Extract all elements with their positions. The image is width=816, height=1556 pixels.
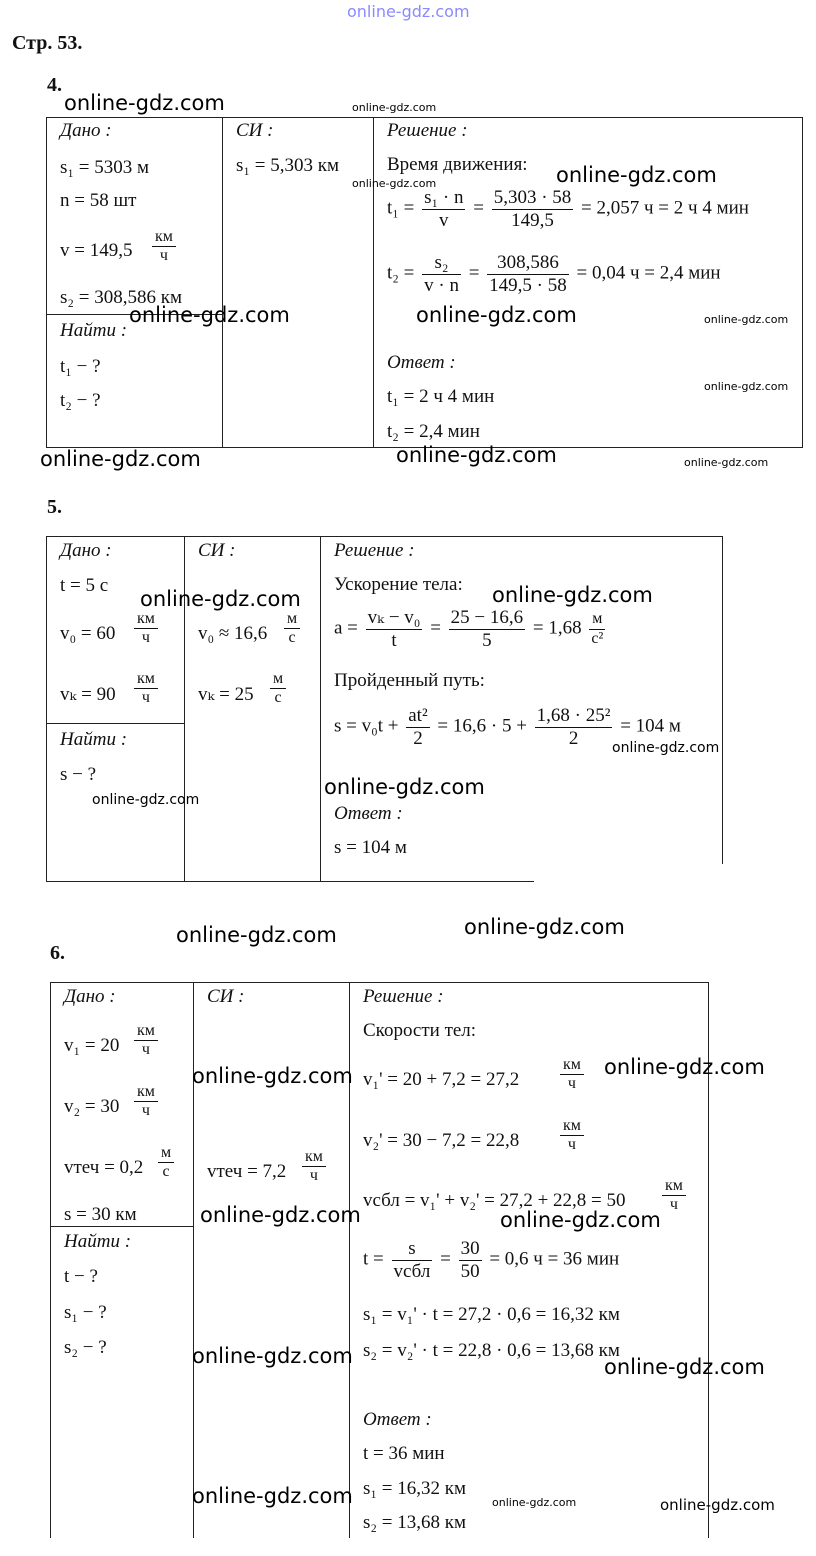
answer-line: t₂ = 2,4 мин	[387, 421, 480, 442]
unit-numerator: км	[134, 1083, 158, 1102]
frac-den: 50	[460, 1260, 480, 1282]
unit-numerator: км	[662, 1177, 686, 1196]
answer-title: Ответ :	[363, 1409, 432, 1430]
watermark: online-gdz.com	[500, 1208, 661, 1232]
frac-den: t	[391, 629, 397, 651]
watermark: online-gdz.com	[556, 163, 717, 187]
answer-line: t = 36 мин	[363, 1443, 445, 1464]
watermark: online-gdz.com	[40, 447, 201, 471]
unit-numerator: км	[560, 1117, 584, 1136]
table-border-top	[46, 117, 803, 118]
speed-line: vсбл = v₁' + v₂' = 27,2 + 22,8 = 50	[363, 1190, 626, 1211]
given-line: s = 30 км	[64, 1204, 137, 1225]
table-border-bottom	[46, 881, 534, 882]
table-border-left	[46, 536, 47, 882]
watermark-top: online-gdz.com	[347, 2, 470, 21]
solution-intro: Ускорение тела:	[334, 574, 463, 595]
answer-line: s₂ = 13,68 км	[363, 1512, 466, 1533]
unit-fraction	[134, 610, 158, 647]
unit-numerator: м	[270, 670, 286, 689]
distance-line: s₁ = v₁' · t = 27,2 · 0,6 = 16,32 км	[363, 1304, 620, 1325]
frac-num: at²	[408, 705, 428, 726]
eq-lhs: t₁ =	[387, 197, 415, 219]
eq-rhs: = 1,68	[532, 617, 582, 639]
unit-denominator: ч	[141, 629, 150, 646]
watermark: online-gdz.com	[704, 380, 789, 393]
unit-fraction	[284, 610, 300, 647]
given-line: vтеч = 0,2	[64, 1157, 144, 1178]
table-border-left	[50, 982, 51, 1538]
watermark: online-gdz.com	[684, 456, 769, 469]
unit-fraction	[662, 1177, 686, 1214]
equation-t1: t₁ = $\frac{\text{s₁ · n}}{v}$ = $\frac{5,303 \cdot 58}{149,5}$ = 2,057 ч = 2 ч 4 мин	[387, 187, 749, 231]
si-line: vₖ = 25	[198, 684, 254, 705]
solution-intro: Скорости тел:	[363, 1020, 477, 1041]
unit-denominator: с	[162, 1163, 170, 1180]
unit-denominator: ч	[141, 689, 150, 706]
solution-intro: Пройденный путь:	[334, 670, 485, 691]
answer-line: t₁ = 2 ч 4 мин	[387, 386, 495, 407]
unit-numerator: км	[134, 670, 158, 689]
speed-line: v₂' = 30 − 7,2 = 22,8	[363, 1130, 520, 1151]
frac-num: 25 − 16,6	[450, 607, 524, 628]
unit-denominator: ч	[669, 1196, 678, 1213]
watermark: online-gdz.com	[660, 1496, 775, 1514]
given-line: n = 58 шт	[60, 190, 137, 211]
problem-number: 4.	[47, 74, 62, 96]
frac-den: с²	[591, 629, 604, 647]
eq-lhs: a =	[334, 617, 358, 639]
watermark: online-gdz.com	[192, 1484, 353, 1508]
frac-num: 308,586	[487, 252, 569, 275]
unit-denominator: с	[288, 629, 296, 646]
answer-line: s = 104 м	[334, 837, 407, 858]
frac-den: 5	[482, 629, 492, 651]
problem-number: 5.	[47, 496, 62, 518]
frac-num: 5,303 · 58	[493, 187, 572, 208]
watermark: online-gdz.com	[492, 1496, 577, 1509]
given-line: vₖ = 90	[60, 684, 116, 705]
watermark: online-gdz.com	[612, 740, 720, 756]
frac-num: vₖ − v₀	[367, 607, 421, 628]
equation-t2: t₂ = $\frac{\text{s₂}}{v \cdot n}$ = $\frac{308,586}{149,5 \cdot 58}$ = 0,04 ч = 2,4 мин	[387, 252, 721, 296]
answer-line: s₁ = 16,32 км	[363, 1478, 466, 1499]
table-divider	[373, 117, 374, 448]
watermark: online-gdz.com	[416, 303, 577, 327]
watermark: online-gdz.com	[492, 583, 653, 607]
unit-denominator: ч	[309, 1167, 318, 1184]
frac-den: 2	[413, 727, 423, 749]
given-line: v₁ = 20	[64, 1035, 120, 1056]
watermark: online-gdz.com	[704, 313, 789, 326]
watermark: online-gdz.com	[464, 915, 625, 939]
table-border-left	[46, 117, 47, 448]
problem-number: 6.	[50, 942, 65, 964]
given-title: Дано :	[60, 120, 112, 141]
eq-mid: = 16,6 · 5 +	[437, 715, 527, 737]
si-title: СИ :	[236, 120, 274, 141]
watermark: online-gdz.com	[324, 775, 485, 799]
find-title: Найти :	[60, 729, 128, 750]
unit-numerator: м	[284, 610, 300, 629]
table-divider	[50, 1226, 194, 1227]
frac-den: 149,5	[511, 209, 554, 231]
watermark: online-gdz.com	[92, 792, 200, 808]
table-divider	[222, 117, 223, 448]
given-line: t = 5 с	[60, 575, 109, 596]
eq-rhs: = 0,6 ч = 36 мин	[489, 1248, 620, 1270]
watermark: online-gdz.com	[176, 923, 337, 947]
given-line: v₀ = 60	[60, 623, 116, 644]
find-line: t₂ − ?	[60, 390, 101, 411]
watermark: online-gdz.com	[352, 177, 437, 190]
eq-rhs: = 2,057 ч = 2 ч 4 мин	[581, 197, 749, 219]
frac-den: v · n	[424, 274, 459, 296]
given-line: s₁ = 5303 м	[60, 157, 150, 178]
unit-fraction	[270, 670, 286, 707]
eq-lhs: s = v₀t +	[334, 715, 399, 737]
unit-denominator: ч	[159, 247, 168, 264]
answer-title: Ответ :	[334, 803, 403, 824]
unit-numerator: м	[158, 1144, 174, 1163]
frac-den: 2	[568, 727, 579, 749]
unit-denominator: ч	[567, 1136, 576, 1153]
watermark: online-gdz.com	[352, 101, 437, 114]
frac-num: s₁ · n	[424, 187, 464, 208]
find-title: Найти :	[64, 1231, 132, 1252]
frac-den: vсбл	[393, 1260, 431, 1282]
watermark: online-gdz.com	[604, 1055, 765, 1079]
unit-fraction	[560, 1056, 584, 1093]
speed-line: v₁' = 20 + 7,2 = 27,2	[363, 1069, 520, 1090]
frac-num: 30	[460, 1238, 480, 1259]
unit-numerator: км	[134, 610, 158, 629]
unit-fraction	[302, 1148, 326, 1185]
solution-title: Решение :	[387, 120, 468, 141]
frac-num: 1,68 · 25²	[536, 705, 611, 726]
watermark: online-gdz.com	[140, 587, 301, 611]
unit-fraction	[134, 670, 158, 707]
frac-num: s₂	[422, 252, 461, 275]
watermark: online-gdz.com	[604, 1355, 765, 1379]
table-divider	[320, 536, 321, 882]
unit-fraction	[560, 1117, 584, 1154]
watermark: online-gdz.com	[64, 91, 225, 115]
watermark: online-gdz.com	[192, 1064, 353, 1088]
solution-intro: Время движения:	[387, 154, 528, 175]
unit-numerator: км	[302, 1148, 326, 1167]
frac-num: s	[392, 1238, 433, 1261]
si-line: v₀ ≈ 16,6	[198, 623, 268, 644]
eq-rhs: = 104 м	[620, 715, 681, 737]
eq-lhs: t₂ =	[387, 262, 415, 284]
find-line: t₁ − ?	[60, 356, 101, 377]
watermark: online-gdz.com	[396, 443, 557, 467]
table-divider	[46, 723, 185, 724]
si-line: vтеч = 7,2	[207, 1161, 287, 1182]
si-title: СИ :	[207, 986, 245, 1007]
answer-title: Ответ :	[387, 352, 456, 373]
watermark: online-gdz.com	[200, 1203, 361, 1227]
solution-title: Решение :	[334, 540, 415, 561]
given-line: v = 149,5	[60, 240, 133, 261]
unit-denominator: ч	[141, 1102, 150, 1119]
table-border-right	[722, 536, 723, 864]
si-line: s₁ = 5,303 км	[236, 155, 339, 176]
unit-fraction	[134, 1083, 158, 1120]
find-line: s₁ − ?	[64, 1302, 107, 1323]
si-title: СИ :	[198, 540, 236, 561]
table-border-top	[46, 536, 723, 537]
find-line: s₂ − ?	[64, 1337, 107, 1358]
unit-fraction	[152, 228, 176, 265]
watermark: online-gdz.com	[129, 303, 290, 327]
frac-den: v	[439, 209, 449, 231]
table-border-right	[802, 117, 803, 448]
unit-numerator: км	[152, 228, 176, 247]
unit-fraction	[158, 1144, 174, 1181]
frac-num: м	[589, 610, 605, 629]
unit-numerator: км	[134, 1022, 158, 1041]
find-line: t − ?	[64, 1266, 98, 1287]
solution-title: Решение :	[363, 986, 444, 1007]
equation-t: t = $\frac{s}{\text{vсбл}}$ = $\frac{30}{50}$ = 0,6 ч = 36 мин	[363, 1238, 620, 1282]
unit-numerator: км	[560, 1056, 584, 1075]
watermark: online-gdz.com	[192, 1344, 353, 1368]
unit-denominator: ч	[567, 1075, 576, 1092]
given-line: v₂ = 30	[64, 1096, 120, 1117]
find-title: Найти :	[60, 320, 128, 341]
table-border-top	[50, 982, 709, 983]
frac-den: 149,5 · 58	[489, 274, 567, 296]
unit-fraction	[134, 1022, 158, 1059]
eq-lhs: t =	[363, 1248, 384, 1270]
unit-denominator: ч	[141, 1041, 150, 1058]
eq-rhs: = 0,04 ч = 2,4 мин	[576, 262, 721, 284]
distance-line: s₂ = v₂' · t = 22,8 · 0,6 = 13,68 км	[363, 1340, 620, 1361]
unit-denominator: с	[274, 689, 282, 706]
page-header: Стр. 53.	[12, 32, 83, 54]
find-line: s − ?	[60, 764, 97, 785]
equation-a: a = $\frac{\text{vₖ − v₀}}{t}$ = $\frac{25 - 16,6}{5}$ = 1,68 $\frac{м}{\text{с²}}$	[334, 607, 604, 651]
given-title: Дано :	[60, 540, 112, 561]
given-line: s₂ = 308,586 км	[60, 287, 182, 308]
given-title: Дано :	[64, 986, 116, 1007]
